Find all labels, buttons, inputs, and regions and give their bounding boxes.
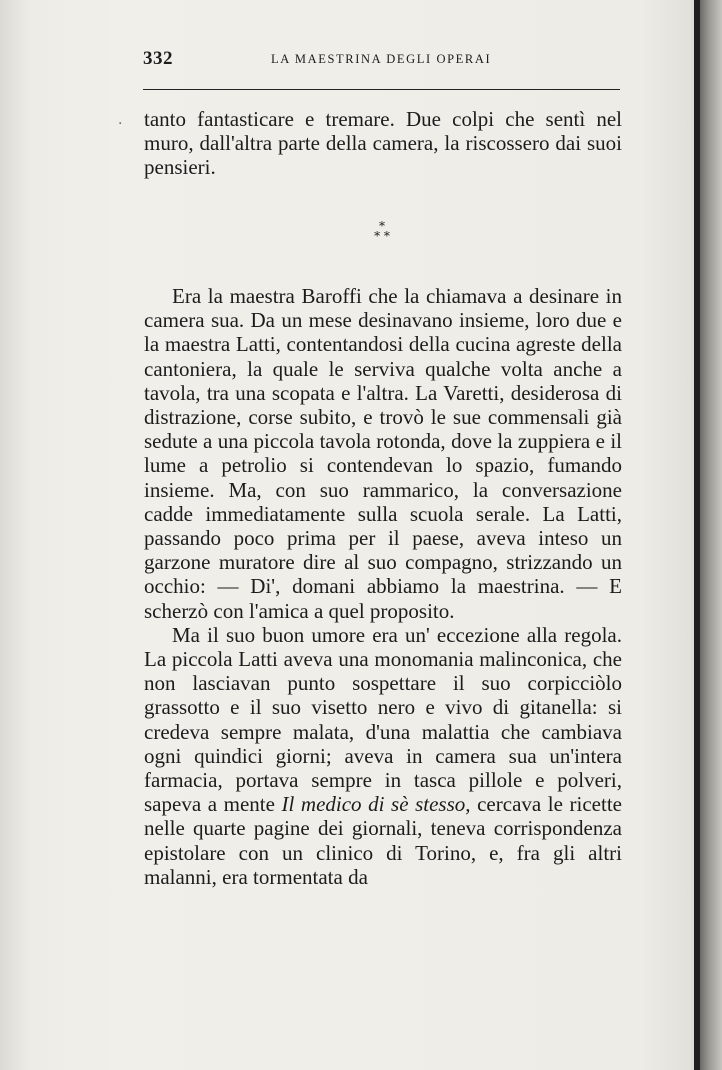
margin-mark: · bbox=[118, 116, 123, 132]
paragraph-3 bbox=[144, 623, 622, 889]
asterism-bottom: * * bbox=[374, 229, 390, 243]
page-number: 332 bbox=[143, 48, 173, 69]
main-text bbox=[144, 284, 622, 889]
book-title-italic: Il medico di sè stesso, bbox=[281, 792, 471, 817]
binding-shadow bbox=[700, 0, 722, 1070]
asterism-top: * bbox=[379, 219, 385, 233]
running-title: LA MAESTRINA DEGLI OPERAI bbox=[271, 52, 492, 66]
paragraph-2: Era la maestra Baroffi che la chiamava a desinare in camera sua. Da un mese desinavano insieme, loro due e la maestra Latti, contentandosi della cucina agreste della cantoniera, la quale le serviva qualche volta anche a tavola, tra una scopata e l'altra. La Varetti, desiderosa di distrazione, corse subito, e trovò le sue commensali già sedute a una piccola tavola rotonda, dove la zuppiera e il lume a petrolio si contendevan lo spazio, fumando insieme. Ma, con suo rammarico, la conversazione cadde immediatamente sulla scuola serale. La Latti, passando poco prima per il paese, aveva inteso un garzone muratore dire al suo compagno, strizzando un occhio: — Di', domani abbiamo la maestrina. — E scherzò con l'amica a quel proposito. bbox=[144, 284, 622, 623]
page-header bbox=[143, 48, 620, 72]
paragraph-3-end: cercava le ricette nelle quarte pagine dei giornali, teneva corrispondenza epistolare con un clinico di Torino, e, fra gli altri malanni, era tormentata da bbox=[144, 792, 622, 889]
header-rule bbox=[143, 89, 620, 90]
paragraph-3-start: Ma il suo buon umore era un' eccezione alla regola. La piccola Latti aveva una monomania malinconica, che non lasciavan punto sospettare il suo corpicciòlo grassotto e il suo visetto nero e vivo di gitanella: si credeva sempre malata, d'una malattia che cambiava ogni quindici giorni; aveva in camera sua un'intera farmacia, portava sempre in tasca pillole e polveri, sapeva a mente bbox=[144, 622, 622, 817]
paragraph-text: tanto fantasticare e tremare. Due colpi che sentì nel muro, dall'altra parte della camera, la riscossero dai suoi pensieri. bbox=[144, 107, 622, 180]
section-break-asterism bbox=[352, 221, 412, 241]
paragraph-continued bbox=[144, 107, 622, 180]
